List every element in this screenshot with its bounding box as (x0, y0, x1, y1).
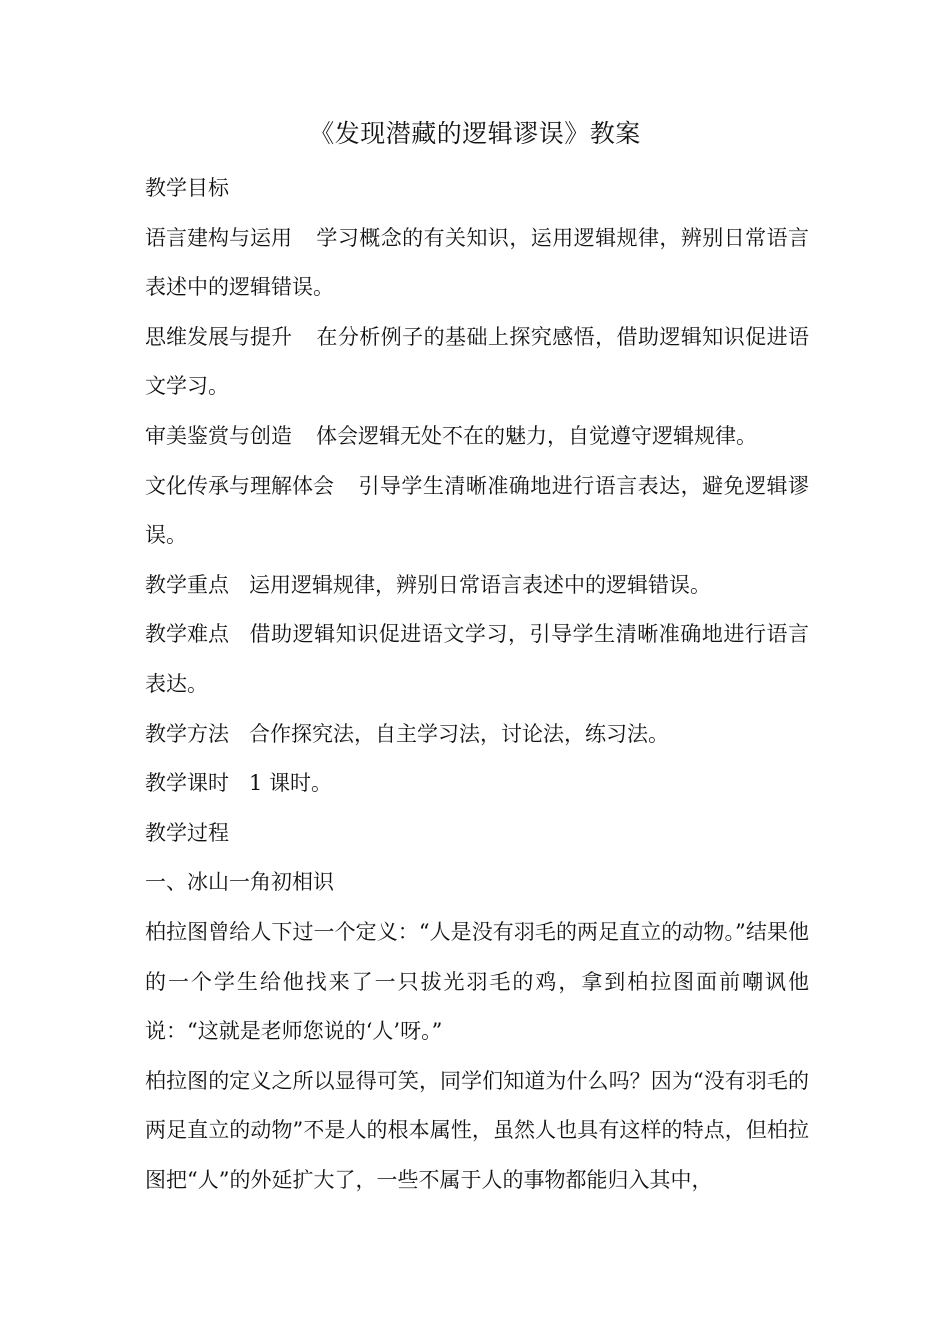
teaching-difficulty (145, 610, 809, 709)
teaching-hours-label: 教学课时 (145, 771, 229, 796)
teaching-focus (145, 561, 809, 611)
process-heading: 教学过程 (145, 820, 229, 845)
goal-aesthetic (145, 412, 809, 462)
goal-language (145, 214, 809, 313)
teaching-method (145, 710, 809, 760)
teaching-difficulty-label: 教学难点 (145, 622, 229, 647)
teaching-focus-text: 运用逻辑规律，辨别日常语言表述中的逻辑错误。 (249, 572, 711, 597)
goal-culture-label: 文化传承与理解体会 (145, 473, 334, 498)
goal-culture-text: 引导学生清晰准确地进行语言表达，避免逻辑谬误。 (145, 473, 809, 548)
goal-aesthetic-label: 审美鉴赏与创造 (145, 423, 292, 448)
paragraph-plato-definition: 柏拉图曾给人下过一个定义：“人是没有羽毛的两足直立的动物。”结果他的一个学生给他找来了一只拔光羽毛的鸡，拿到柏拉图面前嘲讽他说：“这就是老师您说的‘人’呀。” (145, 919, 809, 1044)
teaching-hours-text: 1 课时。 (249, 771, 333, 796)
goal-aesthetic-text: 体会逻辑无处不在的魅力，自觉遵守逻辑规律。 (316, 423, 757, 448)
part1-heading: 一、冰山一角初相识 (145, 870, 334, 895)
goal-thinking-text: 在分析例子的基础上探究感悟，借助逻辑知识促进语文学习。 (145, 324, 809, 399)
goal-thinking-label: 思维发展与提升 (145, 324, 292, 349)
teaching-hours (145, 759, 809, 809)
document-title: 《发现潜藏的逻辑谬误》教案 (309, 119, 641, 148)
goal-language-text: 学习概念的有关知识，运用逻辑规律，辨别日常语言表述中的逻辑错误。 (145, 225, 809, 300)
teaching-difficulty-text: 借助逻辑知识促进语文学习，引导学生清晰准确地进行语言表达。 (145, 622, 809, 696)
goal-language-label: 语言建构与运用 (145, 225, 292, 250)
goal-culture (145, 462, 809, 561)
teaching-focus-label: 教学重点 (145, 572, 229, 597)
paragraph-plato-analysis: 柏拉图的定义之所以显得可笑，同学们知道为什么吗？因为“没有羽毛的两足直立的动物”不是人的根本属性，虽然人也具有这样的特点，但柏拉图把“人”的外延扩大了，一些不属于人的事物都能归入其中， (145, 1068, 809, 1192)
goal-thinking (145, 313, 809, 412)
teaching-method-label: 教学方法 (145, 721, 229, 746)
goals-heading: 教学目标 (145, 176, 229, 200)
document-body (145, 164, 809, 1205)
teaching-method-text: 合作探究法，自主学习法，讨论法，练习法。 (249, 721, 669, 746)
